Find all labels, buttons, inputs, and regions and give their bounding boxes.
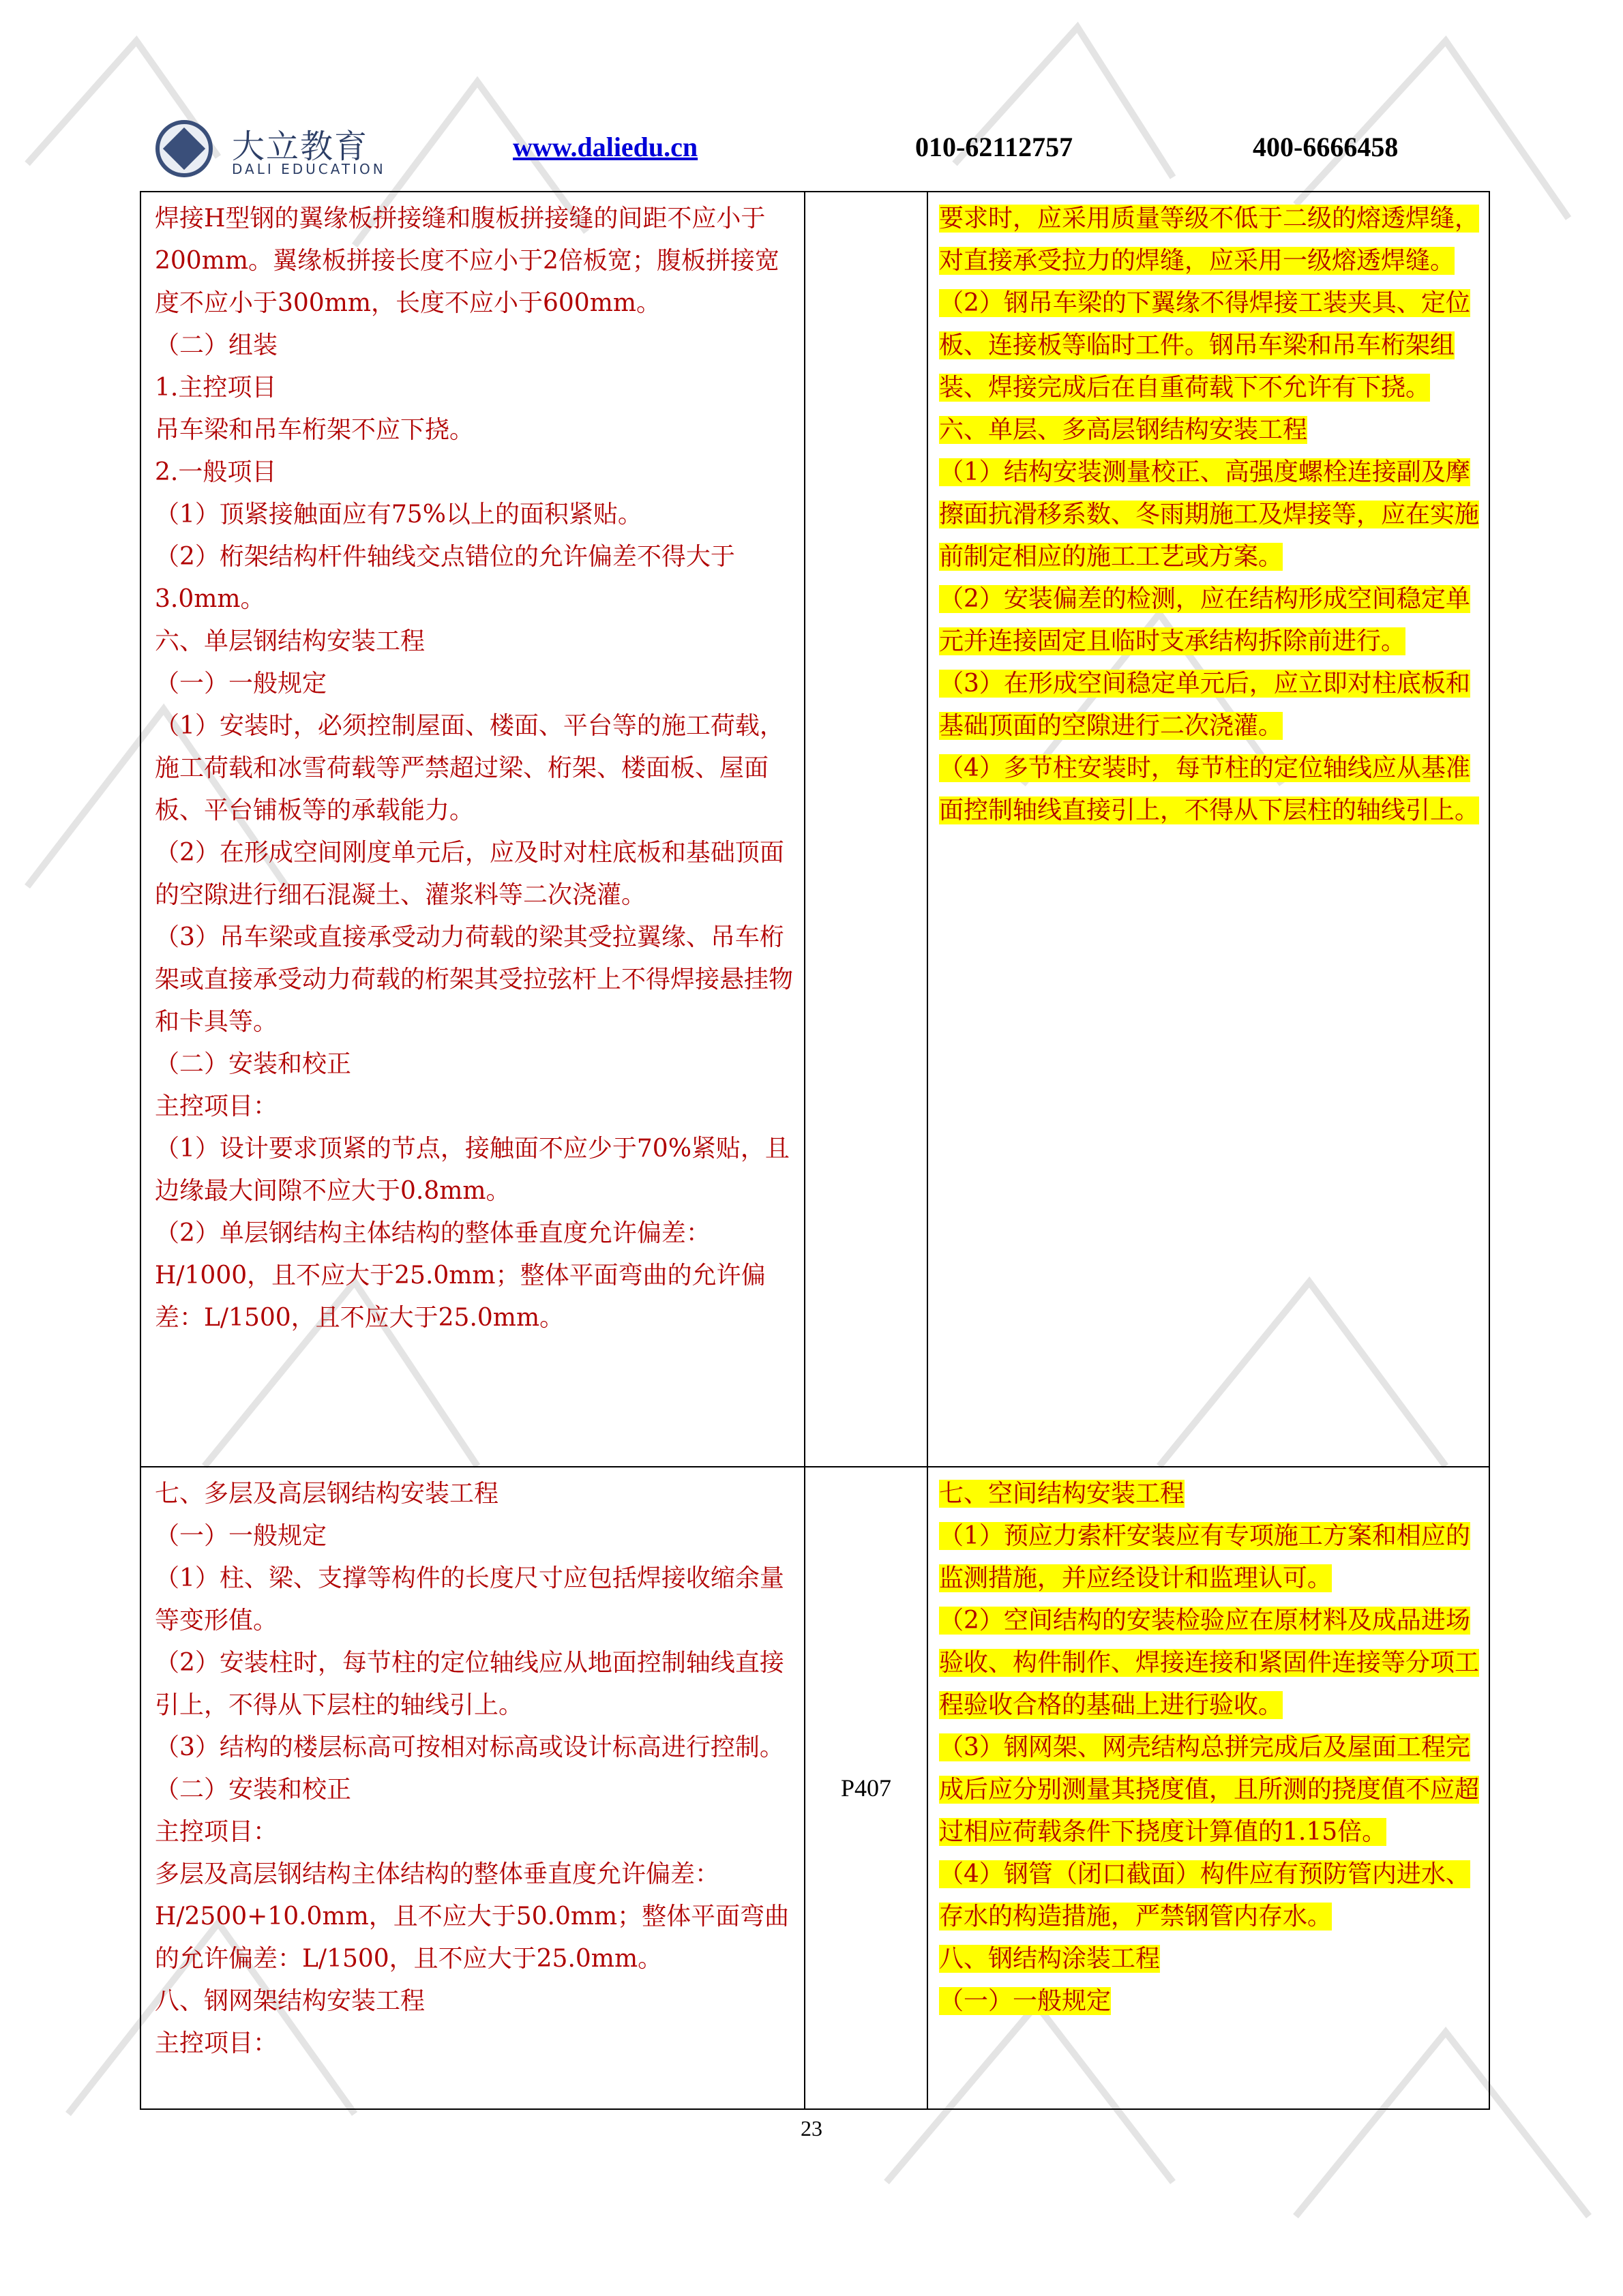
paragraph-text: （二）安装和校正 — [155, 1776, 352, 1804]
paragraph — [939, 1473, 1482, 1515]
paragraph — [939, 1853, 1482, 1938]
paragraph — [155, 832, 794, 916]
paragraph — [939, 1600, 1482, 1727]
paragraph-text: 七、空间结构安装工程 — [939, 1480, 1185, 1508]
paragraph-text: 多层及高层钢结构主体结构的整体垂直度允许偏差：H/2500+10.0mm，且不应大于50.0mm；整体平面弯曲的允许偏差：L/1500，且不应大于25.0mm。 — [155, 1860, 790, 1973]
logo-subtitle: DALI EDUCATION — [232, 161, 386, 177]
paragraph-text: （1）设计要求顶紧的节点，接触面不应少于70%紧贴，且边缘最大间隙不应大于0.8mm。 — [155, 1135, 790, 1205]
paragraph-text: 六、单层、多高层钢结构安装工程 — [939, 416, 1308, 444]
paragraph-text: （1）安装时，必须控制屋面、楼面、平台等的施工荷载，施工荷载和冰雪荷载等严禁超过梁、桁架、楼面板、屋面板、平台铺板等的承载能力。 — [155, 712, 784, 824]
page-ref-cell — [805, 1467, 927, 2109]
paragraph-text: （4）多节柱安装时，每节柱的定位轴线应从基准面控制轴线直接引上，不得从下层柱的轴线引上。 — [939, 754, 1480, 824]
paragraph — [155, 1811, 794, 1853]
old-standard-text — [141, 1467, 804, 2065]
paragraph-text: 主控项目： — [155, 1818, 278, 1846]
phone-number-1: 010-62112757 — [915, 132, 1073, 162]
comparison-table — [140, 191, 1490, 2110]
paragraph — [155, 916, 794, 1043]
paragraph — [155, 451, 794, 494]
new-standard-text — [928, 192, 1489, 832]
page-ref-cell — [805, 192, 927, 1467]
logo-name: 大立教育 — [232, 128, 369, 166]
logo-icon — [155, 120, 213, 177]
paragraph — [155, 1980, 794, 2023]
paragraph — [155, 1727, 794, 1769]
paragraph-text: 六、单层钢结构安装工程 — [155, 627, 426, 655]
paragraph-text: （1）结构安装测量校正、高强度螺栓连接副及摩擦面抗滑移系数、冬雨期施工及焊接等，应在实施前制定相应的施工工艺或方案。 — [939, 458, 1480, 571]
paragraph — [155, 621, 794, 663]
paragraph-text: （一）一般规定 — [155, 1522, 327, 1550]
paragraph-text: 焊接H型钢的翼缘板拼接缝和腹板拼接缝的间距不应小于200mm。翼缘板拼接长度不应小于2倍板宽；腹板拼接宽度不应小于300mm，长度不应小于600mm。 — [155, 205, 779, 317]
paragraph-text: （2）安装柱时，每节柱的定位轴线应从地面控制轴线直接引上，不得从下层柱的轴线引上。 — [155, 1649, 784, 1719]
paragraph — [939, 282, 1482, 409]
new-standard-cell — [927, 1467, 1489, 2109]
paragraph-text: （2）在形成空间刚度单元后，应及时对柱底板和基础顶面的空隙进行细石混凝土、灌浆料等二次浇灌。 — [155, 839, 784, 909]
paragraph — [155, 1642, 794, 1727]
paragraph-text: （2）安装偏差的检测，应在结构形成空间稳定单元并连接固定且临时支承结构拆除前进行。 — [939, 585, 1470, 655]
paragraph-text: （2）单层钢结构主体结构的整体垂直度允许偏差：H/1000，且不应大于25.0mm；整体平面弯曲的允许偏差：L/1500，且不应大于25.0mm。 — [155, 1219, 766, 1332]
paragraph-text: （2）钢吊车梁的下翼缘不得焊接工装夹具、定位板、连接板等临时工件。钢吊车梁和吊车桁架组装、焊接完成后在自重荷载下不允许有下挠。 — [939, 289, 1470, 402]
paragraph — [155, 705, 794, 832]
paragraph-text: （1）预应力索杆安装应有专项施工方案和相应的监测措施，并应经设计和监理认可。 — [939, 1522, 1470, 1592]
paragraph-text: 主控项目： — [155, 1092, 278, 1120]
paragraph — [155, 536, 794, 621]
paragraph-text: （3）钢网架、网壳结构总拼完成后及屋面工程完成后应分别测量其挠度值，且所测的挠度值不应超过相应荷载条件下挠度计算值的1.15倍。 — [939, 1733, 1480, 1846]
paragraph — [155, 198, 794, 325]
paragraph-text: （3）结构的楼层标高可按相对标高或设计标高进行控制。 — [155, 1733, 784, 1761]
old-standard-text — [141, 192, 804, 1339]
paragraph-text: （4）钢管（闭口截面）构件应有预防管内进水、存水的构造措施，严禁钢管内存水。 — [939, 1860, 1470, 1930]
paragraph-text: （一）一般规定 — [155, 670, 327, 698]
paragraph — [155, 494, 794, 536]
paragraph-text: （2）空间结构的安装检验应在原材料及成品进场验收、构件制作、焊接连接和紧固件连接等分项工程验收合格的基础上进行验收。 — [939, 1607, 1480, 1719]
paragraph — [939, 578, 1482, 663]
page-number: 23 — [801, 2116, 822, 2141]
paragraph — [155, 1853, 794, 1980]
paragraph-text: 吊车梁和吊车桁架不应下挠。 — [155, 416, 475, 444]
paragraph — [155, 1515, 794, 1557]
new-standard-cell — [927, 192, 1489, 1467]
paragraph-text: （二）组装 — [155, 331, 278, 359]
paragraph — [939, 198, 1482, 282]
paragraph-text: 要求时，应采用质量等级不低于二级的熔透焊缝，对直接承受拉力的焊缝，应采用一级熔透焊缝。 — [939, 205, 1480, 275]
paragraph — [155, 1473, 794, 1515]
paragraph-text: 八、钢结构涂装工程 — [939, 1945, 1161, 1973]
paragraph-text: （3）吊车梁或直接承受动力荷载的梁其受拉翼缘、吊车桁架或直接承受动力荷载的桁架其受拉弦杆上不得焊接悬挂物和卡具等。 — [155, 923, 794, 1036]
table-row — [140, 192, 1489, 1467]
paragraph — [155, 325, 794, 367]
old-standard-cell — [140, 1467, 805, 2109]
table-row — [140, 1467, 1489, 2109]
page-header — [151, 117, 1481, 192]
phone-number-2: 400-6666458 — [1253, 132, 1399, 162]
paragraph — [155, 1557, 794, 1642]
paragraph-text: （3）在形成空间稳定单元后，应立即对柱底板和基础顶面的空隙进行二次浇灌。 — [939, 670, 1470, 740]
paragraph — [155, 409, 794, 451]
paragraph — [939, 1980, 1482, 2023]
paragraph-text: 八、钢网架结构安装工程 — [155, 1987, 426, 2015]
paragraph-text: （2）桁架结构杆件轴线交点错位的允许偏差不得大于3.0mm。 — [155, 543, 735, 613]
paragraph — [155, 1086, 794, 1128]
paragraph — [939, 1515, 1482, 1600]
paragraph-text: （1）柱、梁、支撑等构件的长度尺寸应包括焊接收缩余量等变形值。 — [155, 1564, 784, 1635]
paragraph — [155, 1769, 794, 1811]
paragraph-text: （二）安装和校正 — [155, 1050, 352, 1078]
paragraph-text: （1）顶紧接触面应有75%以上的面积紧贴。 — [155, 501, 642, 528]
paragraph — [939, 747, 1482, 832]
paragraph-text: （一）一般规定 — [939, 1987, 1112, 2015]
new-standard-text — [928, 1467, 1489, 2023]
paragraph — [155, 367, 794, 409]
paragraph — [155, 2023, 794, 2065]
paragraph — [939, 1938, 1482, 1980]
paragraph — [939, 409, 1482, 451]
paragraph-text: 2.一般项目 — [155, 458, 277, 486]
paragraph-text: 主控项目： — [155, 2029, 278, 2057]
page-reference: P407 — [840, 1774, 892, 1802]
paragraph — [939, 1727, 1482, 1853]
paragraph — [155, 1212, 794, 1339]
paragraph-text: 七、多层及高层钢结构安装工程 — [155, 1480, 499, 1508]
old-standard-cell — [140, 192, 805, 1467]
paragraph — [939, 663, 1482, 747]
paragraph-text: 1.主控项目 — [155, 374, 277, 402]
paragraph — [155, 1128, 794, 1212]
paragraph — [155, 1043, 794, 1086]
paragraph — [155, 663, 794, 705]
website-link[interactable]: www.daliedu.cn — [513, 132, 698, 162]
paragraph — [939, 451, 1482, 578]
